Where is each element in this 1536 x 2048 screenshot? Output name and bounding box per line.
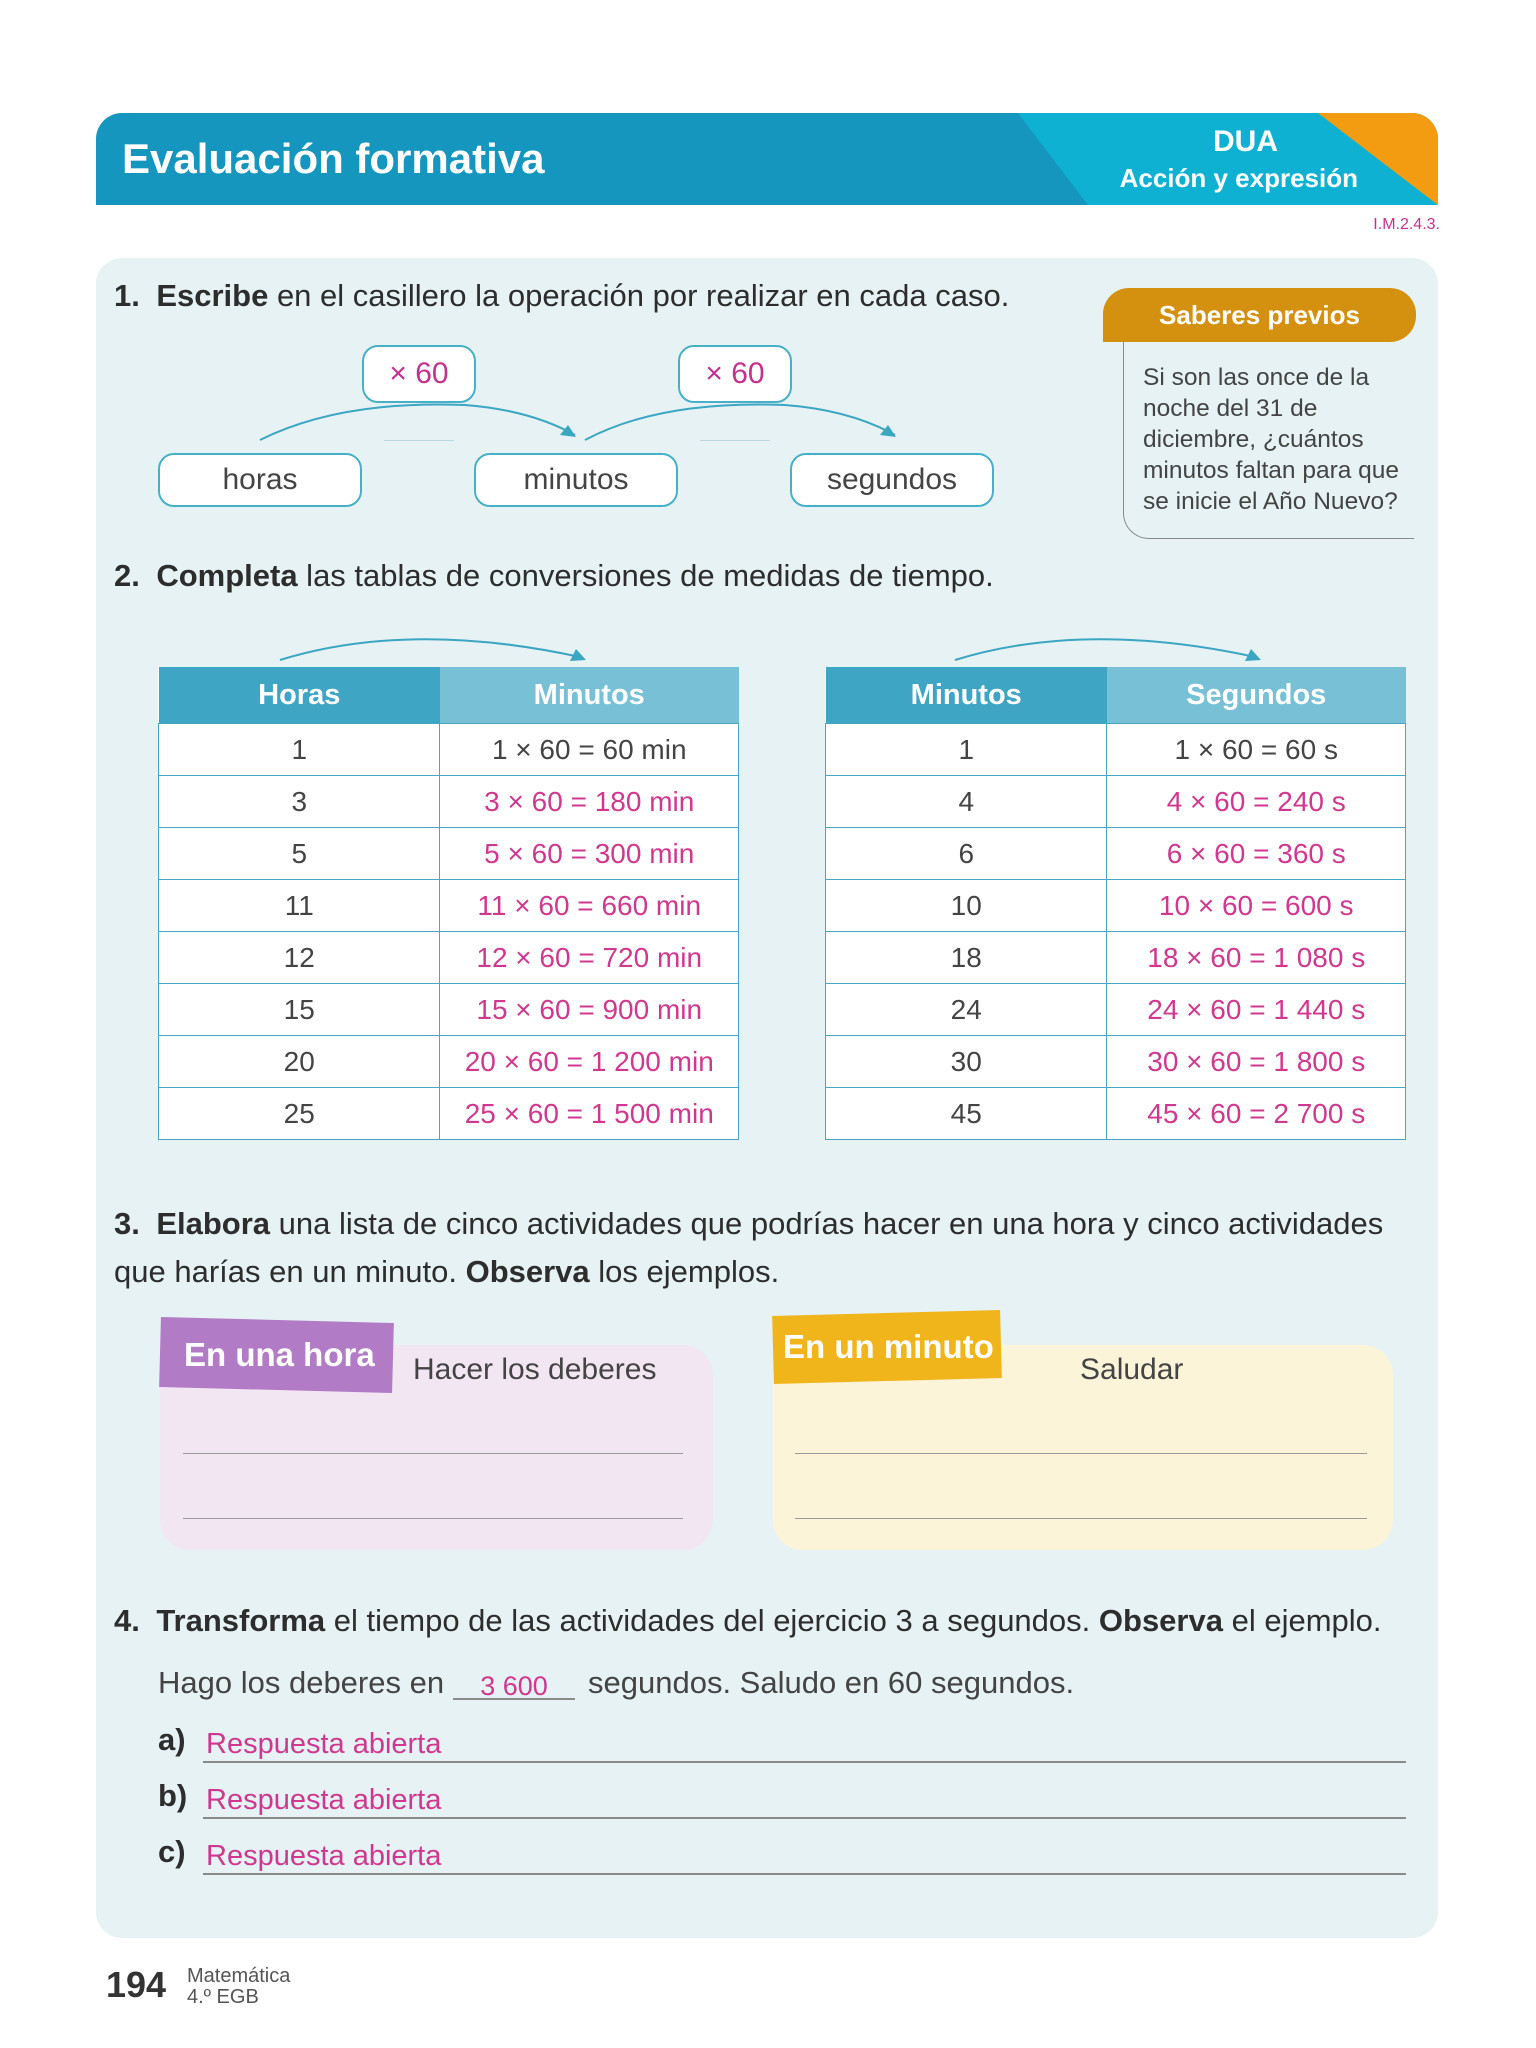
table-cell: 6 bbox=[826, 828, 1107, 880]
table-header: Horas bbox=[159, 667, 440, 724]
table-cell: 4 bbox=[826, 776, 1107, 828]
indicator-code: I.M.2.4.3. bbox=[1373, 216, 1440, 233]
question-1 bbox=[114, 278, 1009, 314]
question-2 bbox=[114, 558, 994, 594]
item-letter-b: b) bbox=[158, 1778, 188, 1813]
table-cell: 20 bbox=[159, 1036, 440, 1088]
unit-segundos: segundos bbox=[790, 453, 994, 507]
conversion-table-hours bbox=[158, 667, 739, 1140]
answer-cell[interactable]: 10 × 60 = 600 s bbox=[1107, 880, 1406, 932]
table-row bbox=[159, 776, 739, 828]
dua-label: DUA bbox=[1213, 125, 1278, 158]
table-cell: 11 bbox=[159, 880, 440, 932]
answer-cell[interactable]: 5 × 60 = 300 min bbox=[440, 828, 739, 880]
page-header bbox=[96, 113, 1438, 205]
question-text: Elabora una lista de cinco actividades que podrías hacer en una hora y cinco actividades que harías en un minuto. Observa los ejemplos. bbox=[114, 1206, 1384, 1289]
answer-cell[interactable]: 45 × 60 = 2 700 s bbox=[1107, 1088, 1406, 1140]
table-cell: 10 bbox=[826, 880, 1107, 932]
write-line[interactable] bbox=[183, 1518, 683, 1519]
question-number: 4. bbox=[114, 1603, 140, 1638]
table-cell: 5 bbox=[159, 828, 440, 880]
answer-cell[interactable]: 25 × 60 = 1 500 min bbox=[440, 1088, 739, 1140]
arrowhead bbox=[880, 425, 896, 437]
hour-tag: En una hora bbox=[184, 1336, 375, 1373]
table-cell: 3 bbox=[159, 776, 440, 828]
table-row bbox=[826, 828, 1406, 880]
answer-cell[interactable]: 12 × 60 = 720 min bbox=[440, 932, 739, 984]
answer-cell[interactable]: 4 × 60 = 240 s bbox=[1107, 776, 1406, 828]
table-1-arrow bbox=[270, 615, 600, 665]
item-letter-a: a) bbox=[158, 1722, 186, 1757]
table-row bbox=[826, 1036, 1406, 1088]
table-cell: 24 bbox=[826, 984, 1107, 1036]
table-row bbox=[826, 880, 1406, 932]
page-title: Evaluación formativa bbox=[122, 135, 545, 182]
table-header: Segundos bbox=[1107, 667, 1406, 724]
unit-horas: horas bbox=[158, 453, 362, 507]
table-header: Minutos bbox=[440, 667, 739, 724]
answer-cell[interactable]: 15 × 60 = 900 min bbox=[440, 984, 739, 1036]
table-row bbox=[159, 984, 739, 1036]
answer-cell[interactable]: 3 × 60 = 180 min bbox=[440, 776, 739, 828]
subject-label: Matemática bbox=[187, 1965, 291, 1987]
minute-tag: En un minuto bbox=[783, 1328, 994, 1365]
table-2-arrow bbox=[945, 615, 1275, 665]
footer-subject bbox=[187, 1966, 290, 2008]
answer-cell[interactable]: 30 × 60 = 1 800 s bbox=[1107, 1036, 1406, 1088]
answer-cell[interactable]: 6 × 60 = 360 s bbox=[1107, 828, 1406, 880]
hour-example: Hacer los deberes bbox=[413, 1353, 657, 1386]
answer-line bbox=[203, 1761, 1406, 1763]
answer-b[interactable]: Respuesta abierta bbox=[206, 1784, 442, 1816]
table-row bbox=[159, 724, 739, 776]
table-header: Minutos bbox=[826, 667, 1107, 724]
question-number: 2. bbox=[114, 558, 140, 593]
dua-subtitle: Acción y expresión bbox=[1119, 163, 1358, 193]
answer-cell[interactable]: 24 × 60 = 1 440 s bbox=[1107, 984, 1406, 1036]
answer-line bbox=[203, 1817, 1406, 1819]
table-row bbox=[159, 880, 739, 932]
table-cell: 1 bbox=[159, 724, 440, 776]
operation-box-1[interactable]: × 60 bbox=[362, 345, 476, 403]
answer-line bbox=[203, 1873, 1406, 1875]
minute-example: Saludar bbox=[1080, 1353, 1184, 1386]
table-row bbox=[826, 1088, 1406, 1140]
saberes-previos-text: Si son las once de la noche del 31 de diciembre, ¿cuántos minutos faltan para que se inicie el Año Nuevo? bbox=[1143, 364, 1400, 515]
table-row bbox=[826, 776, 1406, 828]
table-cell: 45 bbox=[826, 1088, 1107, 1140]
write-line[interactable] bbox=[183, 1453, 683, 1454]
table-cell: 30 bbox=[826, 1036, 1107, 1088]
table-cell: 18 bbox=[826, 932, 1107, 984]
answer-a[interactable]: Respuesta abierta bbox=[206, 1728, 442, 1760]
answer-cell[interactable]: 11 × 60 = 660 min bbox=[440, 880, 739, 932]
arrow-horas-minutos bbox=[260, 404, 575, 440]
page-number: 194 bbox=[106, 1964, 167, 2005]
arrow-minutos-segundos bbox=[585, 404, 895, 440]
answer-c[interactable]: Respuesta abierta bbox=[206, 1840, 442, 1872]
arrowhead bbox=[560, 425, 576, 437]
table-cell: 15 bbox=[159, 984, 440, 1036]
question-3 bbox=[114, 1203, 1424, 1299]
table-row bbox=[159, 1088, 739, 1140]
conversion-table-minutes bbox=[825, 667, 1406, 1140]
item-letter-c: c) bbox=[158, 1834, 186, 1869]
example-answer[interactable]: 3 600 bbox=[480, 1671, 548, 1701]
table-row bbox=[159, 828, 739, 880]
example-suffix: segundos. Saludo en 60 segundos. bbox=[588, 1665, 1075, 1700]
answer-cell[interactable]: 18 × 60 = 1 080 s bbox=[1107, 932, 1406, 984]
question-text: Escribe en el casillero la operación por realizar en cada caso. bbox=[156, 278, 1010, 313]
table-row bbox=[159, 932, 739, 984]
table-cell: 1 × 60 = 60 min bbox=[440, 724, 739, 776]
table-cell: 1 bbox=[826, 724, 1107, 776]
question-text: Completa las tablas de conversiones de medidas de tiempo. bbox=[156, 558, 994, 593]
saberes-previos-title: Saberes previos bbox=[1103, 288, 1416, 342]
table-row bbox=[826, 724, 1406, 776]
question-4 bbox=[114, 1603, 1382, 1639]
question-number: 1. bbox=[114, 278, 140, 313]
question-number: 3. bbox=[114, 1206, 140, 1241]
example-prefix: Hago los deberes en bbox=[158, 1665, 445, 1700]
saberes-previos-box bbox=[1123, 342, 1414, 539]
write-line[interactable] bbox=[795, 1518, 1367, 1519]
unit-minutos: minutos bbox=[474, 453, 678, 507]
table-cell: 12 bbox=[159, 932, 440, 984]
write-line[interactable] bbox=[795, 1453, 1367, 1454]
grade-label: 4.º EGB bbox=[187, 1986, 259, 2008]
conversion-arrows bbox=[240, 395, 930, 455]
answer-cell[interactable]: 20 × 60 = 1 200 min bbox=[440, 1036, 739, 1088]
table-row bbox=[159, 1036, 739, 1088]
table-cell: 1 × 60 = 60 s bbox=[1107, 724, 1406, 776]
table-row bbox=[826, 984, 1406, 1036]
operation-box-2[interactable]: × 60 bbox=[678, 345, 792, 403]
table-row bbox=[826, 932, 1406, 984]
question-text: Transforma el tiempo de las actividades del ejercicio 3 a segundos. Observa el ejemplo. bbox=[156, 1603, 1382, 1638]
table-cell: 25 bbox=[159, 1088, 440, 1140]
